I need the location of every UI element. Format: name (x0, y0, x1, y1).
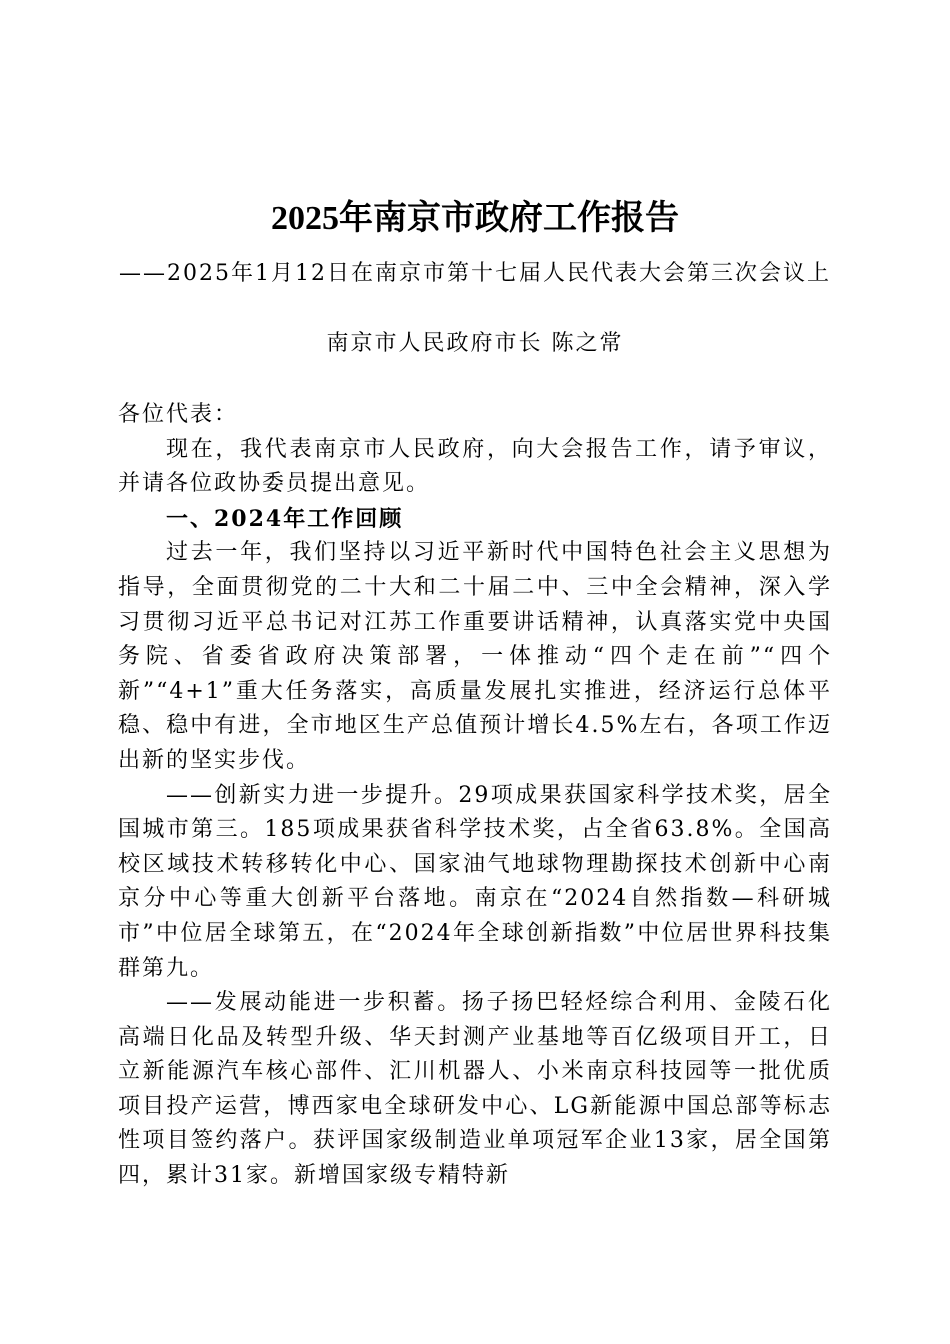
document-body (118, 398, 832, 1194)
intro-paragraph: 现在，我代表南京市人民政府，向大会报告工作，请予审议，并请各位政协委员提出意见。 (118, 436, 832, 497)
body-paragraph: ——创新实力进一步提升。29项成果获国家科学技术奖，居全国城市第三。185项成果获省科学技术奖，占全省63.8%。全国高校区域技术转移转化中心、国家油气地球物理勘探技术创新中心南京分中心等重大创新平台落地。南京在“2024自然指数—科研城市”中位居全球第五，在“2024年全球创新指数”中位居世界科技集群第九。 (118, 782, 832, 981)
body-paragraph: 过去一年，我们坚持以习近平新时代中国特色社会主义思想为指导，全面贯彻党的二十大和二十届二中、三中全会精神，深入学习贯彻习近平总书记对江苏工作重要讲话精神，认真落实党中央国务院、省委省政府决策部署，一体推动“四个走在前”“四个新”“4+1”重大任务落实，高质量发展扎实推进，经济运行总体平稳、稳中有进，全市地区生产总值预计增长4.5%左右，各项工作迈出新的坚实步伐。 (118, 540, 832, 773)
body-paragraph: ——发展动能进一步积蓄。扬子扬巴轻烃综合利用、金陵石化高端日化品及转型升级、华天封测产业基地等百亿级项目开工，日立新能源汽车核心部件、汇川机器人、小米南京科技园等一批优质项目投产运营，博西家电全球研发中心、LG新能源中国总部等标志性项目签约落户。获评国家级制造业单项冠军企业13家，居全国第四，累计31家。新增国家级专精特新 (118, 990, 832, 1189)
section-heading: 一、2024年工作回顾 (166, 505, 404, 532)
document-title: 2025年南京市政府工作报告 (271, 200, 679, 237)
document-author: 南京市人民政府市长 陈之常 (326, 331, 624, 356)
document-subtitle: ——2025年1月12日在南京市第十七届人民代表大会第三次会议上 (119, 261, 831, 286)
salutation: 各位代表： (118, 402, 239, 427)
